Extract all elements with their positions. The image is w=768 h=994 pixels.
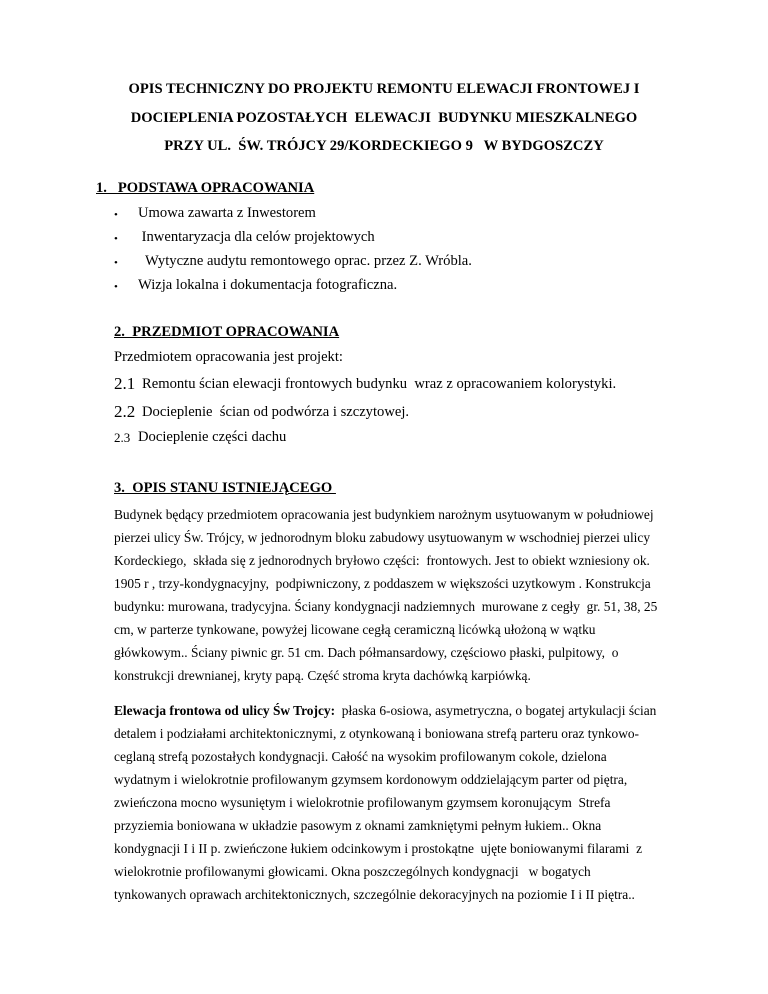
- section-3-p1-line-6: cm, w parterze tynkowane, powyżej licowane cegłą ceramiczną licówką ułożoną w wątku: [114, 622, 596, 637]
- section-2-item-2-number: 2.2: [114, 402, 136, 421]
- section-3-p2-line-9: tynkowanych oprawach architektonicznych, szczególnie dekoracyjnych na poziomie I i II piętra..: [114, 887, 635, 902]
- section-3-p1-line-7: główkowym.. Ściany piwnic gr. 51 cm. Dach półmansardowy, częściowo płaski, pulpitowy, o: [114, 645, 619, 660]
- title-line-2: DOCIEPLENIA POZOSTAŁYCH ELEWACJI BUDYNKU MIESZKALNEGO: [130, 110, 638, 126]
- bullet-icon: •: [114, 233, 118, 245]
- section-1-item-1: Umowa zawarta z Inwestorem: [138, 205, 316, 221]
- bullet-icon: •: [114, 281, 118, 293]
- section-1-heading: 1. PODSTAWA OPRACOWANIA: [96, 180, 315, 196]
- section-1-item-4: Wizja lokalna i dokumentacja fotograficzna.: [138, 277, 398, 293]
- section-1-item-2: Inwentaryzacja dla celów projektowych: [138, 229, 375, 245]
- section-2-item-2-text: Docieplenie ścian od podwórza i szczytowej.: [142, 404, 410, 420]
- section-3-p2-line-8: wielokrotnie profilowanymi głowicami. Okna poszczególnych kondygnacji w bogatych: [114, 864, 591, 879]
- section-2-intro: Przedmiotem opracowania jest projekt:: [114, 349, 343, 365]
- section-2-heading: 2. PRZEDMIOT OPRACOWANIA: [114, 324, 340, 340]
- bullet-icon: •: [114, 257, 118, 269]
- section-2-item-3-text: Docieplenie części dachu: [138, 429, 287, 445]
- section-3-p2-line-4: wydatnym i wielokrotnie profilowanym gzymsem kordonowym oddzielającym parter od piętra,: [114, 772, 628, 787]
- section-2-item-1-text: Remontu ścian elewacji frontowych budynku wraz z opracowaniem kolorystyki.: [142, 376, 617, 392]
- section-2-item-1-number: 2.1: [114, 374, 136, 393]
- facade-heading: Elewacja frontowa od ulicy Św Trojcy:: [114, 703, 336, 718]
- section-3-p2-line-6: przyziemia boniowana w układzie pasowym z oknami zamkniętymi pełnym łukiem.. Okna: [114, 818, 602, 833]
- section-3-p1-line-2: pierzei ulicy Św. Trójcy, w jednorodnym bloku zabudowy usytuowanym w wschodniej pierzei ulicy: [114, 530, 651, 545]
- section-1-item-3: Wytyczne audytu remontowego oprac. przez Z. Wróbla.: [138, 253, 472, 269]
- section-3-p2-line-5: zwieńczona mocno wysuniętym i wielokrotnie profilowanym gzymsem koronującym Strefa: [114, 795, 611, 810]
- section-3-p1-line-1: Budynek będący przedmiotem opracowania jest budynkiem narożnym usytuowanym w południowej: [114, 507, 654, 522]
- section-2-item-3-number: 2.3: [114, 430, 131, 445]
- section-3-p1-line-3: Kordeckiego, składa się z jednorodnych bryłowo części: frontowych. Jest to obiekt wzniesiony ok.: [114, 553, 650, 568]
- section-3-p1-line-8: konstrukcji drewnianej, kryty papą. Część stroma kryta dachówką karpiówką.: [114, 668, 531, 683]
- facade-first-line-rest: płaska 6-osiowa, asymetryczna, o bogatej artykulacji ścian: [335, 703, 657, 718]
- section-3-p2-line-2: detalem i podziałami architektonicznymi, z otynkowaną i boniowana strefą parteru oraz tynkowo-: [114, 726, 640, 741]
- section-3-p1-line-4: 1905 r , trzy-kondygnacyjny, podpiwniczony, z poddaszem w większości uzytkowym . Konstrukcja: [114, 576, 651, 591]
- section-3-p2-line-7: kondygnacji I i II p. zwieńczone łukiem odcinkowym i prostokątne ujęte boniowanymi filarami z: [114, 841, 643, 856]
- section-3-p2-line-1: [114, 703, 656, 719]
- section-3-p1-line-5: budynku: murowana, tradycyjna. Ściany kondygnacji nadziemnych murowane z cegły gr. 51, 38, 25: [114, 599, 658, 614]
- bullet-icon: •: [114, 209, 118, 221]
- section-3-p2-line-3: ceglaną strefą pozostałych kondygnacji. Całość na wysokim profilowanym cokole, dzielona: [114, 749, 607, 764]
- title-line-3: PRZY UL. ŚW. TRÓJCY 29/KORDECKIEGO 9 W BYDGOSZCZY: [164, 138, 604, 154]
- section-3-heading: 3. OPIS STANU ISTNIEJĄCEGO: [114, 480, 336, 496]
- title-line-1: OPIS TECHNICZNY DO PROJEKTU REMONTU ELEWACJI FRONTOWEJ I: [128, 81, 640, 97]
